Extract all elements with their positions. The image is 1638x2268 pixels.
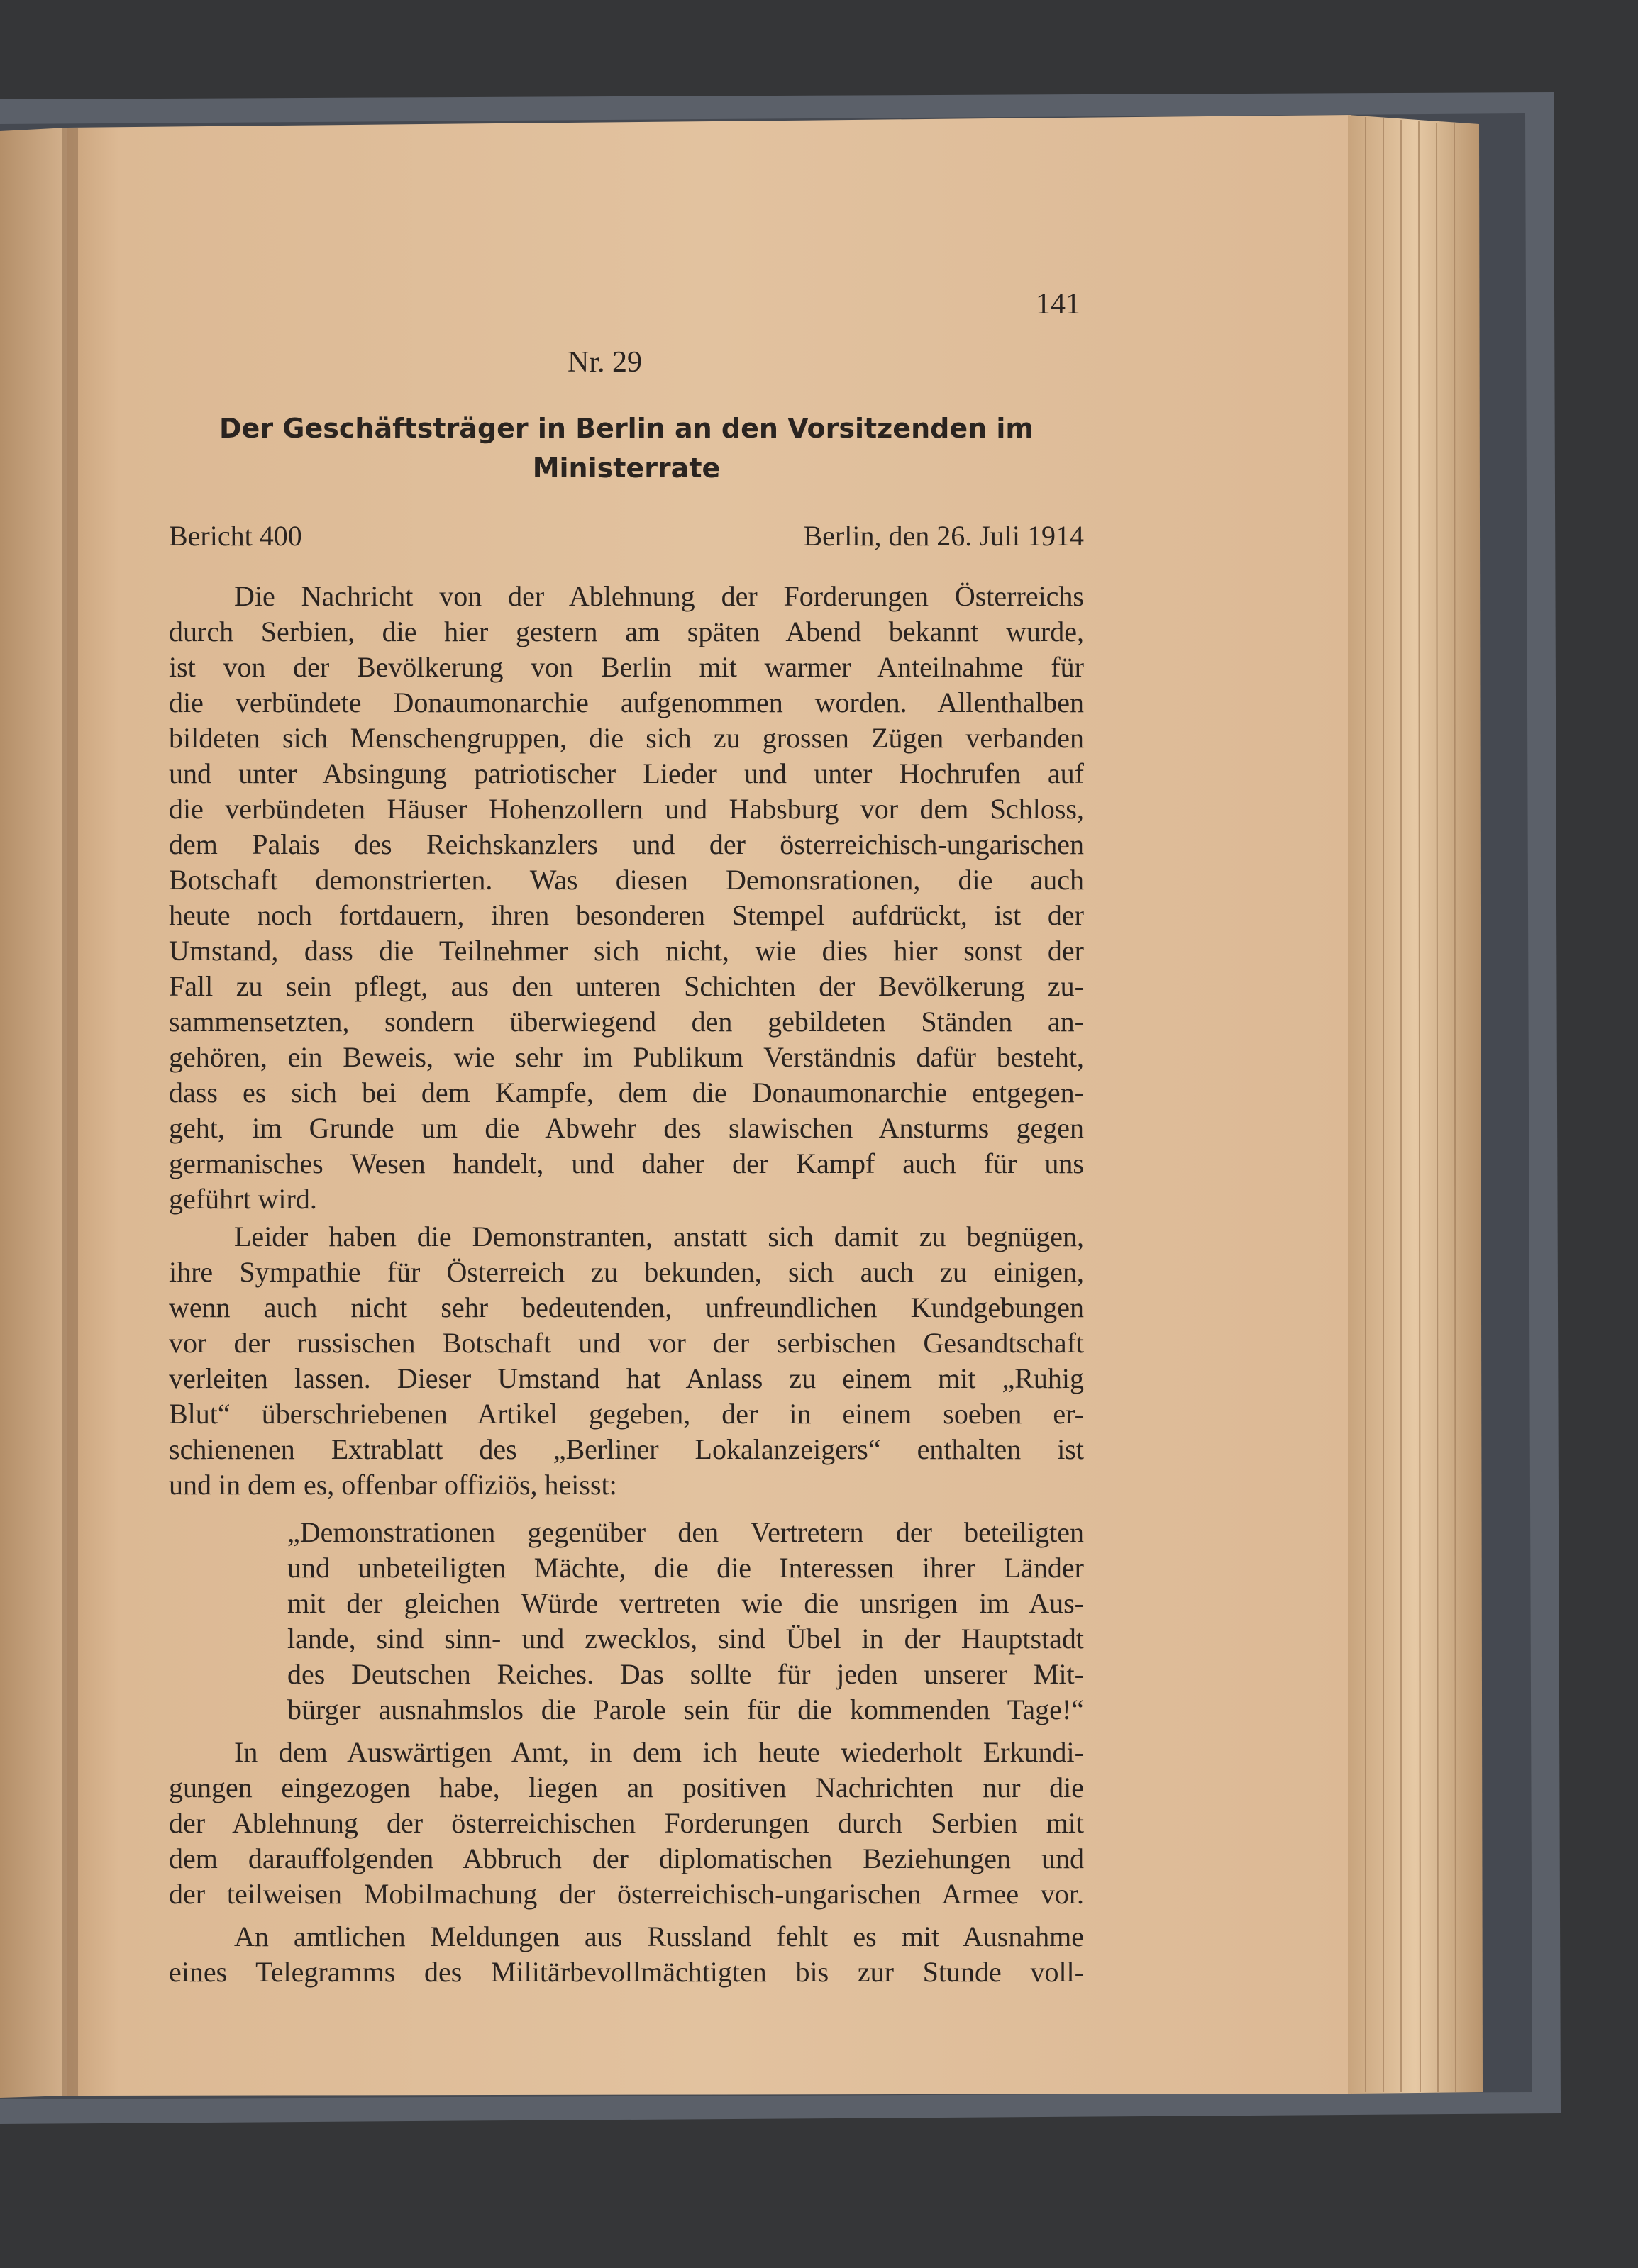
text-line: und in dem es, offenbar offiziös, heisst: <box>169 1469 617 1501</box>
text-line: Fall zu sein pflegt, aus den unteren Schichten der Bevölkerung zu- <box>169 970 1084 1002</box>
text-line: die verbündeten Häuser Hohenzollern und Habsburg vor dem Schloss, <box>169 793 1084 825</box>
text-line: die verbündete Donaumonarchie aufgenommen worden. Allenthalben <box>169 686 1084 718</box>
text-line: heute noch fortdauern, ihren besonderen Stempel aufdrückt, ist der <box>169 899 1084 931</box>
text-line: Leider haben die Demonstranten, anstatt sich damit zu begnügen, <box>234 1221 1084 1252</box>
report-label: Bericht 400 <box>169 520 302 552</box>
text-line: dass es sich bei dem Kampfe, dem die Donaumonarchie entgegen- <box>169 1077 1084 1108</box>
text-line: gungen eingezogen habe, liegen an positiven Nachrichten nur die <box>169 1772 1084 1803</box>
document-number: Nr. 29 <box>568 346 642 379</box>
text-line: durch Serbien, die hier gestern am späten Abend bekannt wurde, <box>169 616 1084 647</box>
text-line: dem Palais des Reichskanzlers und der österreichisch-ungarischen <box>169 828 1084 860</box>
text-line: In dem Auswärtigen Amt, in dem ich heute wiederholt Erkundi- <box>234 1736 1084 1768</box>
quote-line: bürger ausnahmslos die Parole sein für die kommenden Tage!“ <box>287 1694 1084 1725</box>
text-line: vor der russischen Botschaft und vor der serbischen Gesandtschaft <box>169 1327 1084 1359</box>
text-line: Die Nachricht von der Ablehnung der Forderungen Österreichs <box>234 580 1084 612</box>
text-line: dem darauffolgenden Abbruch der diplomatischen Beziehungen und <box>169 1842 1084 1874</box>
document-title-line-1: Der Geschäftsträger in Berlin an den Vorsitzenden im <box>219 413 1034 444</box>
text-line: germanisches Wesen handelt, und daher der Kampf auch für uns <box>169 1147 1084 1179</box>
document-title-line-2: Ministerrate <box>532 452 721 484</box>
text-line: Botschaft demonstrierten. Was diesen Demonsrationen, die auch <box>169 864 1084 896</box>
text-line: bildeten sich Menschengruppen, die sich zu grossen Zügen verbanden <box>169 722 1084 754</box>
quote-line: mit der gleichen Würde vertreten wie die unsrigen im Aus- <box>287 1587 1084 1619</box>
text-line: geht, im Grunde um die Abwehr des slawischen Ansturms gegen <box>169 1112 1084 1144</box>
text-line: geführt wird. <box>169 1183 317 1215</box>
text-line: der Ablehnung der österreichischen Forderungen durch Serbien mit <box>169 1807 1084 1839</box>
text-line: ist von der Bevölkerung von Berlin mit warmer Anteilnahme für <box>169 651 1084 683</box>
place-date: Berlin, den 26. Juli 1914 <box>803 520 1084 552</box>
text-line: wenn auch nicht sehr bedeutenden, unfreundlichen Kundgebungen <box>169 1291 1084 1323</box>
text-line: gehören, ein Beweis, wie sehr im Publikum Verständnis dafür besteht, <box>169 1041 1084 1073</box>
text-line: eines Telegramms des Militärbevollmächtigten bis zur Stunde voll- <box>169 1956 1084 1988</box>
quote-line: „Demonstrationen gegenüber den Vertretern der beteiligten <box>287 1516 1084 1548</box>
page-number: 141 <box>1036 288 1080 321</box>
text-line: Blut“ überschriebenen Artikel gegeben, der in einem soeben er- <box>169 1398 1084 1430</box>
text-line: und unter Absingung patriotischer Lieder und unter Hochrufen auf <box>169 757 1084 789</box>
quote-line: lande, sind sinn- und zwecklos, sind Übel in der Hauptstadt <box>287 1623 1084 1655</box>
text-line: Umstand, dass die Teilnehmer sich nicht, wie dies hier sonst der <box>169 935 1084 967</box>
text-line: verleiten lassen. Dieser Umstand hat Anlass zu einem mit „Ruhig <box>169 1362 1084 1394</box>
text-line: An amtlichen Meldungen aus Russland fehlt es mit Ausnahme <box>234 1920 1084 1952</box>
quote-line: des Deutschen Reiches. Das sollte für jeden unserer Mit- <box>287 1658 1084 1690</box>
quote-line: und unbeteiligten Mächte, die die Interessen ihrer Länder <box>287 1552 1084 1584</box>
text-line: der teilweisen Mobilmachung der österreichisch-ungarischen Armee vor. <box>169 1878 1084 1910</box>
text-line: schienenen Extrablatt des „Berliner Lokalanzeigers“ enthalten ist <box>169 1433 1084 1465</box>
text-line: sammensetzten, sondern überwiegend den gebildeten Ständen an- <box>169 1006 1084 1038</box>
text-line: ihre Sympathie für Österreich zu bekunden, sich auch zu einigen, <box>169 1256 1084 1288</box>
